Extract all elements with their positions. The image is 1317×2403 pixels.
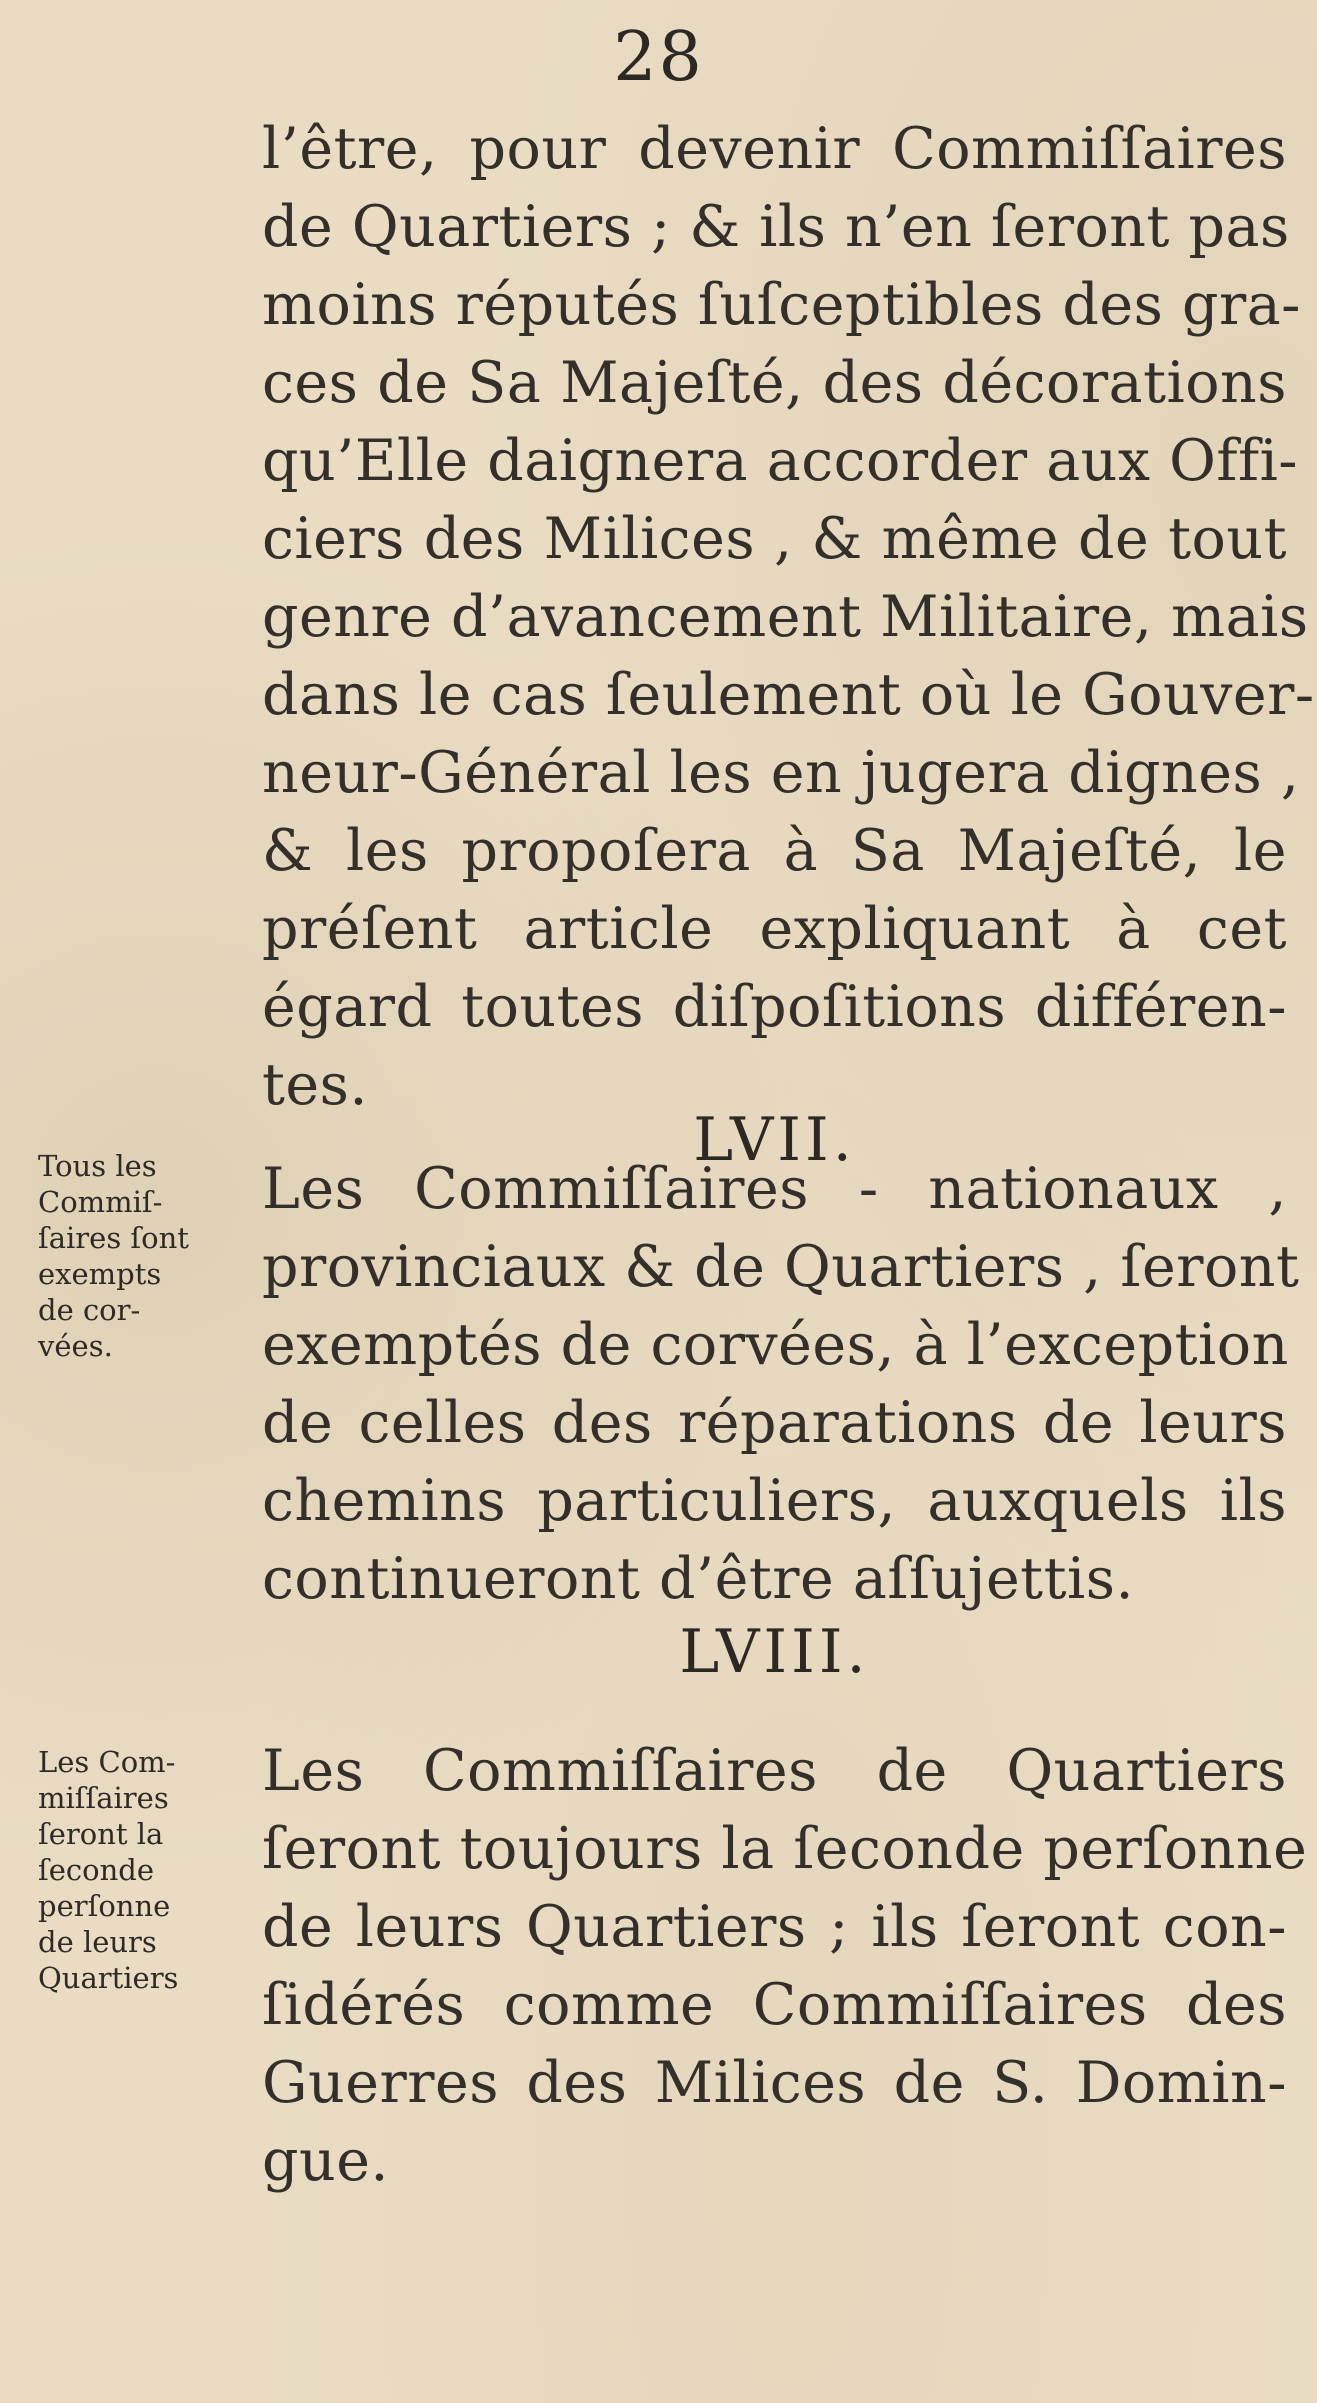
margin-note-line: de leurs bbox=[38, 1925, 157, 1959]
margin-note-line: miſſaires bbox=[38, 1781, 169, 1815]
margin-note-line: vées. bbox=[38, 1329, 113, 1363]
text-line: continueront d’être aſſujettis. bbox=[262, 1546, 1135, 1612]
text-line: chemins particuliers, auxquels ils bbox=[262, 1468, 1287, 1534]
text-line: provinciaux & de Quartiers , ſeront bbox=[262, 1234, 1300, 1300]
margin-note bbox=[38, 1744, 258, 1996]
margin-note-line: de cor- bbox=[38, 1293, 141, 1327]
text-line: genre d’avancement Militaire, mais bbox=[262, 584, 1309, 650]
text-line: Les Commiſſaires de Quartiers bbox=[262, 1738, 1287, 1804]
article-heading: LVIII. bbox=[679, 1617, 870, 1687]
text-line: & les propoſera à Sa Majeſté, le bbox=[262, 818, 1287, 884]
text-line: moins réputés ſuſceptibles des gra- bbox=[262, 272, 1301, 338]
text-line: neur-Général les en jugera dignes , bbox=[262, 740, 1300, 806]
margin-note-line: ſeconde bbox=[38, 1853, 154, 1887]
text-line: ciers des Milices , & même de tout bbox=[262, 506, 1287, 572]
text-line: préſent article expliquant à cet bbox=[262, 896, 1287, 962]
text-line: Guerres des Milices de S. Domin- bbox=[262, 2050, 1287, 2116]
article-heading: LVII. bbox=[693, 1105, 856, 1175]
text-line: l’être, pour devenir Commiſſaires bbox=[262, 116, 1287, 182]
text-line: égard toutes diſpoſitions différen- bbox=[262, 974, 1287, 1040]
text-line: gue. bbox=[262, 2128, 390, 2194]
text-line: ſidérés comme Commiſſaires des bbox=[262, 1972, 1287, 2038]
page-number: 28 bbox=[613, 18, 704, 97]
margin-note bbox=[38, 1148, 258, 1364]
margin-note-line: ſeront la bbox=[38, 1817, 164, 1851]
text-line: tes. bbox=[262, 1052, 369, 1118]
margin-note-line: Quartiers bbox=[38, 1961, 179, 1995]
text-line: de leurs Quartiers ; ils ſeront con- bbox=[262, 1894, 1287, 1960]
margin-note-line: Les Com- bbox=[38, 1745, 176, 1779]
text-line: Les Commiſſaires - nationaux , bbox=[262, 1156, 1287, 1222]
text-line: dans le cas ſeulement où le Gouver- bbox=[262, 662, 1315, 728]
margin-note-line: perſonne bbox=[38, 1889, 171, 1923]
text-line: ſeront toujours la ſeconde perſonne bbox=[262, 1816, 1308, 1882]
text-line: de celles des réparations de leurs bbox=[262, 1390, 1287, 1456]
margin-note-line: exempts bbox=[38, 1257, 162, 1291]
margin-note-line: ſaires ſont bbox=[38, 1221, 189, 1255]
text-line: qu’Elle daignera accorder aux Offi- bbox=[262, 428, 1299, 494]
margin-note-line: Commiſ- bbox=[38, 1185, 163, 1219]
text-line: de Quartiers ; & ils n’en ſeront pas bbox=[262, 194, 1290, 260]
text-line: exemptés de corvées, à l’exception bbox=[262, 1312, 1289, 1378]
text-line: ces de Sa Majeſté, des décorations bbox=[262, 350, 1287, 416]
margin-note-line: Tous les bbox=[38, 1149, 157, 1183]
